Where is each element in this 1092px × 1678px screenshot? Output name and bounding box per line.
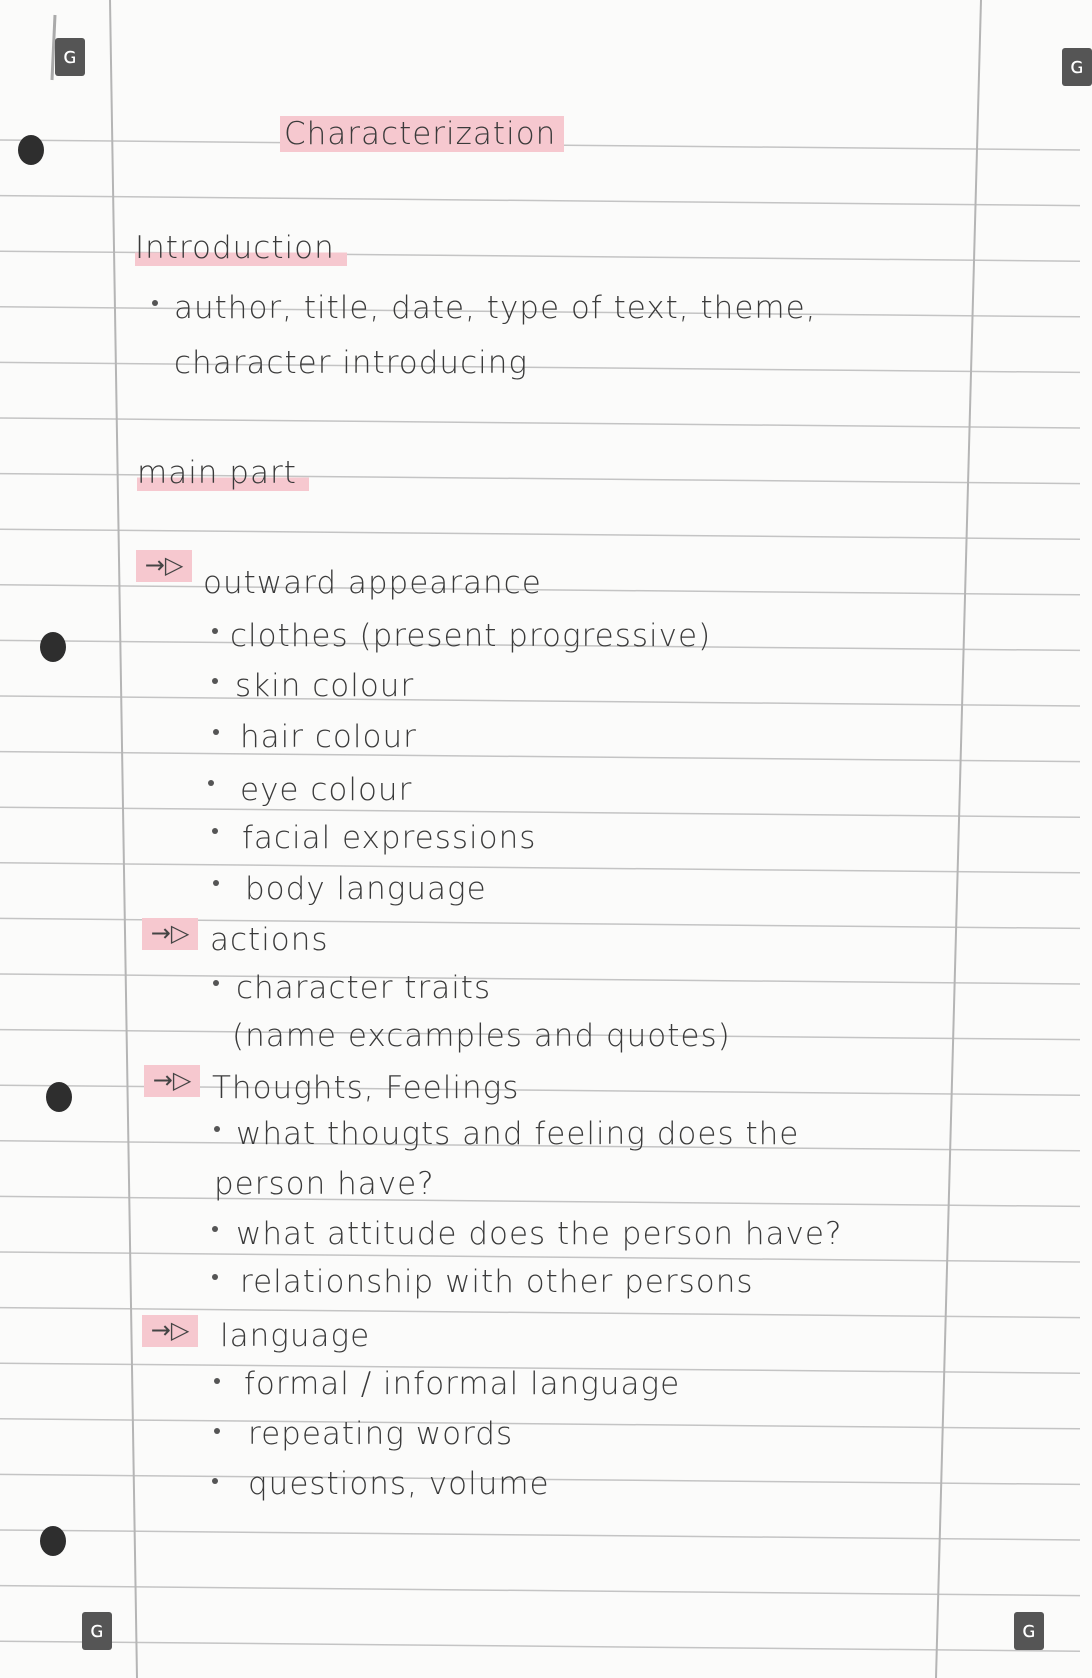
list-item: (name excamples and quotes) xyxy=(232,1018,731,1054)
rule-line xyxy=(0,696,1080,706)
rule-line xyxy=(0,1586,1080,1596)
bullet xyxy=(214,1378,220,1384)
rule-line xyxy=(0,752,1080,762)
punch-hole xyxy=(40,1526,66,1556)
group-heading: Thoughts, Feelings xyxy=(212,1070,520,1106)
corner-marker-icon: ɢ xyxy=(82,1612,112,1650)
right-margin-line xyxy=(936,0,981,1678)
bullet xyxy=(214,1126,220,1132)
list-item: what attitude does the person have? xyxy=(236,1216,843,1252)
bullet xyxy=(212,1226,218,1232)
list-item: what thougts and feeling does the xyxy=(236,1116,800,1152)
bullet xyxy=(152,300,158,306)
rule-line xyxy=(0,196,1080,206)
corner-marker-icon: ɢ xyxy=(55,38,85,76)
rule-line xyxy=(0,362,1080,372)
bullet xyxy=(212,628,218,634)
punch-hole xyxy=(40,632,66,662)
list-item: clothes (present progressive) xyxy=(230,618,712,654)
rule-line xyxy=(0,1530,1080,1540)
bullet xyxy=(213,980,219,986)
list-item: facial expressions xyxy=(242,820,537,856)
punch-hole xyxy=(46,1082,72,1112)
punch-hole xyxy=(18,135,44,165)
list-item: hair colour xyxy=(240,719,417,755)
arrow-right-icon: →▷ xyxy=(142,918,198,950)
arrow-right-icon: →▷ xyxy=(144,1065,200,1097)
intro-item: character introducing xyxy=(174,345,528,381)
rule-line xyxy=(0,863,1080,873)
bullet xyxy=(208,780,214,786)
list-item: questions, volume xyxy=(248,1466,550,1502)
rule-line xyxy=(0,1252,1080,1262)
list-item: skin colour xyxy=(235,668,415,704)
list-item: character traits xyxy=(236,970,492,1006)
bullet xyxy=(212,678,218,684)
bullet xyxy=(213,880,219,886)
list-item: formal / informal language xyxy=(244,1366,681,1402)
list-item: relationship with other persons xyxy=(240,1264,754,1300)
group-heading: language xyxy=(220,1318,371,1354)
list-item: person have? xyxy=(214,1166,435,1202)
page-title: Characterization xyxy=(280,116,564,152)
rule-line xyxy=(0,807,1080,817)
section-heading-main-part: main part xyxy=(137,455,309,491)
list-item: body language xyxy=(245,871,487,907)
list-item: repeating words xyxy=(248,1416,514,1452)
bullet xyxy=(212,1478,218,1484)
rule-line xyxy=(0,1419,1080,1429)
corner-marker-icon: ɢ xyxy=(1062,48,1092,86)
rule-line xyxy=(0,974,1080,984)
bullet xyxy=(212,828,218,834)
rule-line xyxy=(0,529,1080,539)
section-heading-introduction: Introduction xyxy=(135,230,347,266)
rule-line xyxy=(0,1196,1080,1206)
group-heading: actions xyxy=(210,922,329,958)
rule-line xyxy=(0,418,1080,428)
bullet xyxy=(214,1428,220,1434)
bullet xyxy=(212,1274,218,1280)
list-item: eye colour xyxy=(240,772,413,808)
intro-item: author, title, date, type of text, theme, xyxy=(174,290,817,326)
arrow-right-icon: →▷ xyxy=(142,1315,198,1347)
rule-line xyxy=(0,1641,1080,1651)
arrow-right-icon: →▷ xyxy=(136,550,192,582)
group-heading: outward appearance xyxy=(203,565,542,601)
corner-marker-icon: ɢ xyxy=(1014,1612,1044,1650)
bullet xyxy=(213,729,219,735)
